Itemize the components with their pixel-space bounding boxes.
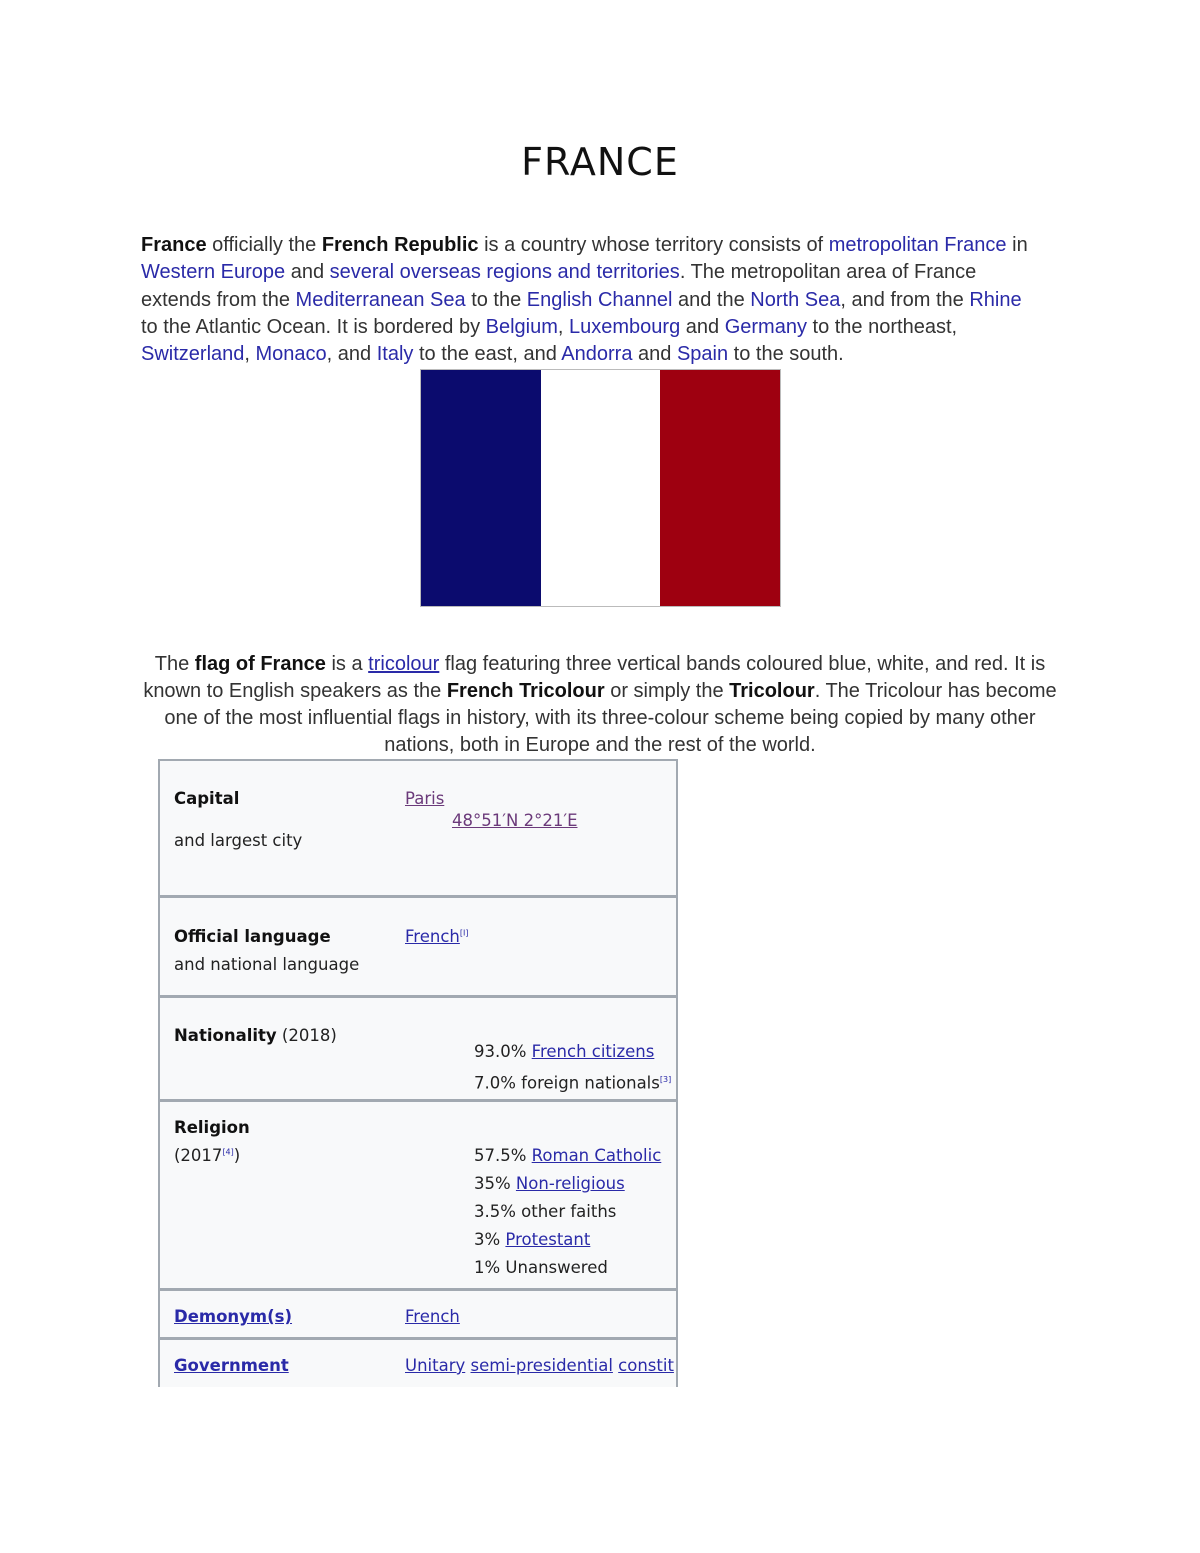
semi-presidential-link[interactable]: semi-presidential bbox=[470, 1356, 613, 1375]
footnote-ref[interactable]: [I] bbox=[459, 928, 469, 938]
footnote-ref[interactable]: [4] bbox=[222, 1147, 234, 1157]
footnote-ref[interactable]: [3] bbox=[659, 1075, 672, 1084]
text-run: , and from the bbox=[840, 288, 970, 311]
demonym-link[interactable]: Demonym(s) bbox=[174, 1307, 293, 1326]
text-run: to the south. bbox=[728, 343, 844, 366]
text-run: to the northeast, bbox=[806, 315, 958, 338]
inline-link[interactable]: Western Europe bbox=[141, 261, 286, 284]
text-run: to the Atlantic Ocean. It is bordered by bbox=[141, 315, 486, 338]
capital-sublabel: and largest city bbox=[174, 831, 303, 850]
language-sublabel: and national language bbox=[174, 955, 360, 974]
religion-label: Religion bbox=[174, 1118, 250, 1137]
religion-pct: 35% bbox=[474, 1174, 516, 1193]
text-run: , and bbox=[326, 343, 377, 366]
text-run: . The metropolitan area of France extends from the bbox=[141, 261, 977, 311]
bold-text: flag of France bbox=[194, 653, 326, 675]
inline-link[interactable]: Mediterranean Sea bbox=[295, 288, 466, 311]
inline-link[interactable]: Monaco bbox=[255, 343, 327, 366]
nationality-year: (2018) bbox=[276, 1026, 337, 1045]
text-run: and the bbox=[672, 288, 751, 311]
inline-link[interactable]: Germany bbox=[724, 315, 807, 338]
capital-label: Capital bbox=[174, 789, 240, 808]
language-link[interactable]: French bbox=[405, 927, 460, 946]
protestant-link[interactable]: Protestant bbox=[505, 1230, 591, 1249]
nationality-pct: 7.0% foreign nationals bbox=[474, 1073, 660, 1093]
religion-pct: 3.5% other faiths bbox=[474, 1202, 617, 1221]
text-run: , bbox=[244, 343, 256, 366]
infobox-row-religion bbox=[160, 1102, 676, 1291]
nationality-pct: 93.0% bbox=[474, 1042, 532, 1061]
text-run: and bbox=[285, 261, 330, 284]
inline-link[interactable]: metropolitan France bbox=[828, 234, 1007, 256]
flag-of-france bbox=[420, 369, 781, 607]
text-run: . The Tricolour has become one of the most influential flags in history, with its three-colour scheme being copied by many other nations, both in Europe and the rest of the world. bbox=[164, 680, 1057, 756]
infobox-row-nationality bbox=[160, 998, 676, 1102]
text-run: officially the bbox=[206, 234, 322, 256]
flag-red-band bbox=[660, 370, 780, 606]
flag-white-band bbox=[541, 370, 661, 606]
inline-link[interactable]: North Sea bbox=[750, 288, 841, 311]
flag-description bbox=[130, 651, 1070, 759]
unitary-link[interactable]: Unitary bbox=[405, 1356, 466, 1375]
text-run: and bbox=[632, 343, 677, 366]
religion-year-close: ) bbox=[233, 1146, 241, 1165]
inline-link[interactable]: Belgium bbox=[485, 315, 558, 338]
inline-link[interactable]: Rhine bbox=[969, 288, 1022, 311]
nationality-label: Nationality bbox=[174, 1026, 277, 1045]
infobox-row-demonym bbox=[160, 1291, 676, 1340]
intro-paragraph bbox=[141, 232, 1041, 368]
coordinates-link[interactable]: 48°51′N 2°21′E bbox=[452, 811, 578, 830]
inline-link[interactable]: Spain bbox=[676, 343, 729, 366]
bold-text: French Tricolour bbox=[446, 680, 605, 702]
demonym-value-link[interactable]: French bbox=[405, 1307, 460, 1326]
text-run: The bbox=[154, 653, 195, 675]
inline-link[interactable]: Switzerland bbox=[141, 343, 245, 366]
inline-link[interactable]: tricolour bbox=[368, 653, 440, 675]
infobox-row-capital bbox=[160, 761, 676, 898]
text-run: flag featuring three vertical bands coloured blue, white, and red. It is known to English speakers as the bbox=[143, 653, 1046, 702]
text-run: in bbox=[1006, 234, 1028, 256]
text-run: or simply the bbox=[604, 680, 730, 702]
french-citizens-link[interactable]: French citizens bbox=[531, 1042, 655, 1061]
bold-text: Tricolour bbox=[729, 680, 815, 702]
text-run: is a bbox=[325, 653, 369, 675]
religion-year: (2017 bbox=[174, 1146, 223, 1165]
inline-link[interactable]: Andorra bbox=[561, 343, 633, 366]
religion-pct: 57.5% bbox=[474, 1146, 532, 1165]
capital-link[interactable]: Paris bbox=[405, 789, 445, 808]
text-run: , bbox=[557, 315, 570, 338]
text-run: is a country whose territory consists of bbox=[478, 234, 829, 256]
constitutional-link[interactable]: constit bbox=[618, 1356, 674, 1375]
roman-catholic-link[interactable]: Roman Catholic bbox=[531, 1146, 662, 1165]
infobox-table bbox=[158, 759, 678, 1387]
bold-text: France bbox=[141, 234, 207, 256]
infobox-row-language bbox=[160, 898, 676, 998]
text-run: to the east, and bbox=[413, 343, 562, 366]
religion-pct: 3% bbox=[474, 1230, 506, 1249]
non-religious-link[interactable]: Non-religious bbox=[515, 1174, 625, 1193]
bold-text: French Republic bbox=[321, 234, 479, 256]
government-link[interactable]: Government bbox=[174, 1356, 289, 1375]
religion-pct: 1% Unanswered bbox=[474, 1258, 608, 1277]
text-run: to the bbox=[465, 288, 527, 311]
inline-link[interactable]: Italy bbox=[376, 343, 414, 366]
text-run: and bbox=[680, 315, 725, 338]
inline-link[interactable]: Luxembourg bbox=[569, 315, 681, 338]
flag-blue-band bbox=[421, 370, 541, 606]
inline-link[interactable]: English Channel bbox=[526, 288, 673, 311]
page-title: FRANCE bbox=[521, 140, 679, 184]
infobox-row-government bbox=[160, 1340, 676, 1387]
inline-link[interactable]: several overseas regions and territories bbox=[329, 261, 680, 284]
language-label: Official language bbox=[174, 927, 331, 946]
